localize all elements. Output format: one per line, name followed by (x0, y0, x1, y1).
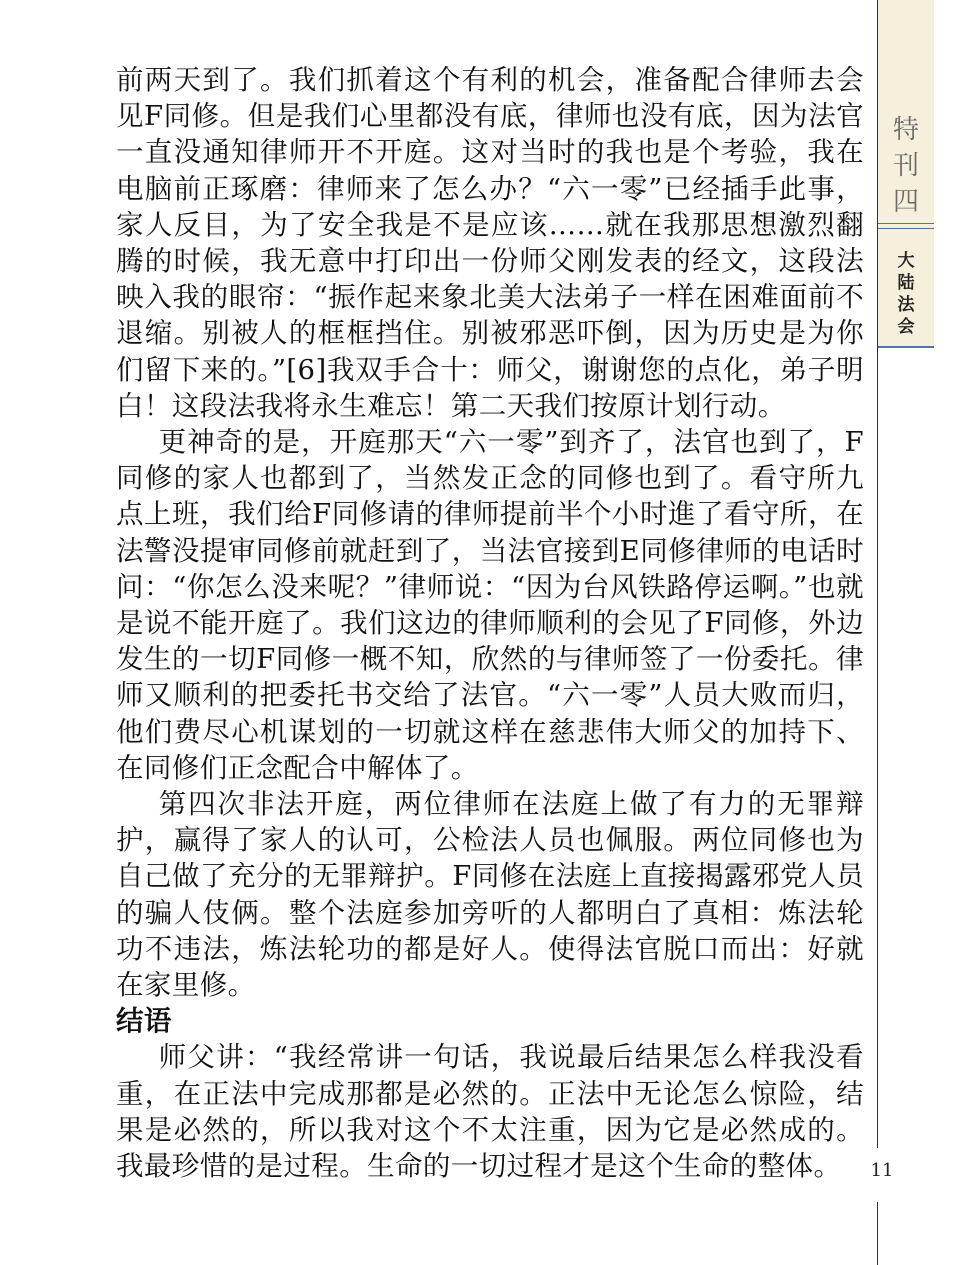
body-text (116, 62, 864, 1184)
section-label (878, 112, 934, 220)
page-number: 11 (870, 1160, 894, 1181)
section-label-char: 刊 (892, 151, 919, 181)
paragraph-2: 更神奇的是，开庭那天“六一零”到齐了，法官也到了，F同修的家人也都到了，当然发正念的同修也到了。看守所九点上班，我们给F同修请的律师提前半个小时進了看守所，在法警没提审同修前就赶到了，当法官接到E同修律师的电话时问：“你怎么没来呢？”律师说：“因为台风铁路停运啊。”也就是说不能开庭了。我们这边的律师顺利的会见了F同修，外边发生的一切F同修一概不知，欣然的与律师签了一份委托。律师又顺利的把委托书交给了法官。“六一零”人员大败而归，他们费尽心机谋划的一切就这样在慈悲伟大师父的加持下、在同修们正念配合中解体了。 (116, 426, 864, 784)
paragraph-3: 第四次非法开庭，两位律师在法庭上做了有力的无罪辩护，赢得了家人的认可，公检法人员也佩服。两位同修也为自己做了充分的无罪辩护。F同修在法庭上直接揭露邪党人员的骗人伎俩。整个法庭参加旁听的人都明白了真相：炼法轮功不违法，炼法轮功的都是好人。使得法官脱口而出：好就在家里修。 (116, 788, 864, 1002)
section-sub-char: 法 (897, 295, 915, 315)
section-label-char: 四 (892, 187, 919, 217)
section-sub-char: 会 (897, 317, 915, 337)
section-tab (878, 0, 934, 348)
closing-paragraph: 师父讲：“我经常讲一句话，我说最后结果怎么样我没看重，在正法中完成那都是必然的。正法中无论怎么惊险，结果是必然的，所以我对这个不太注重，因为它是必然成的。我最珍惜的是过程。生命的一切过程才是这个生命的整体。 (116, 1041, 864, 1183)
paragraph-1: 前两天到了。我们抓着这个有利的机会，准备配合律师去会见F同修。但是我们心里都没有底，律师也没有底，因为法官一直没通知律师开不开庭。这对当时的我也是个考验，我在电脑前正琢磨：律师来了怎么办？“六一零”已经插手此事，家人反目，为了安全我是不是应该……就在我那思想激烈翻腾的时候，我无意中打印出一份师父刚发表的经文，这段法映入我的眼帘：“振作起来象北美大法弟子一样在困难面前不退缩。别被人的框框挡住。别被邪恶吓倒，因为历史是为你们留下来的。”[6]我双手合十：师父，谢谢您的点化，弟子明白！这段法我将永生难忘！第二天我们按原计划行动。 (116, 64, 864, 422)
section-sub-char: 陆 (897, 273, 915, 293)
section-sublabel (878, 250, 934, 338)
tab-divider (878, 223, 934, 229)
section-sub-char: 大 (897, 251, 915, 271)
section-label-char: 特 (892, 115, 919, 145)
section-heading: 结语 (116, 1005, 172, 1038)
